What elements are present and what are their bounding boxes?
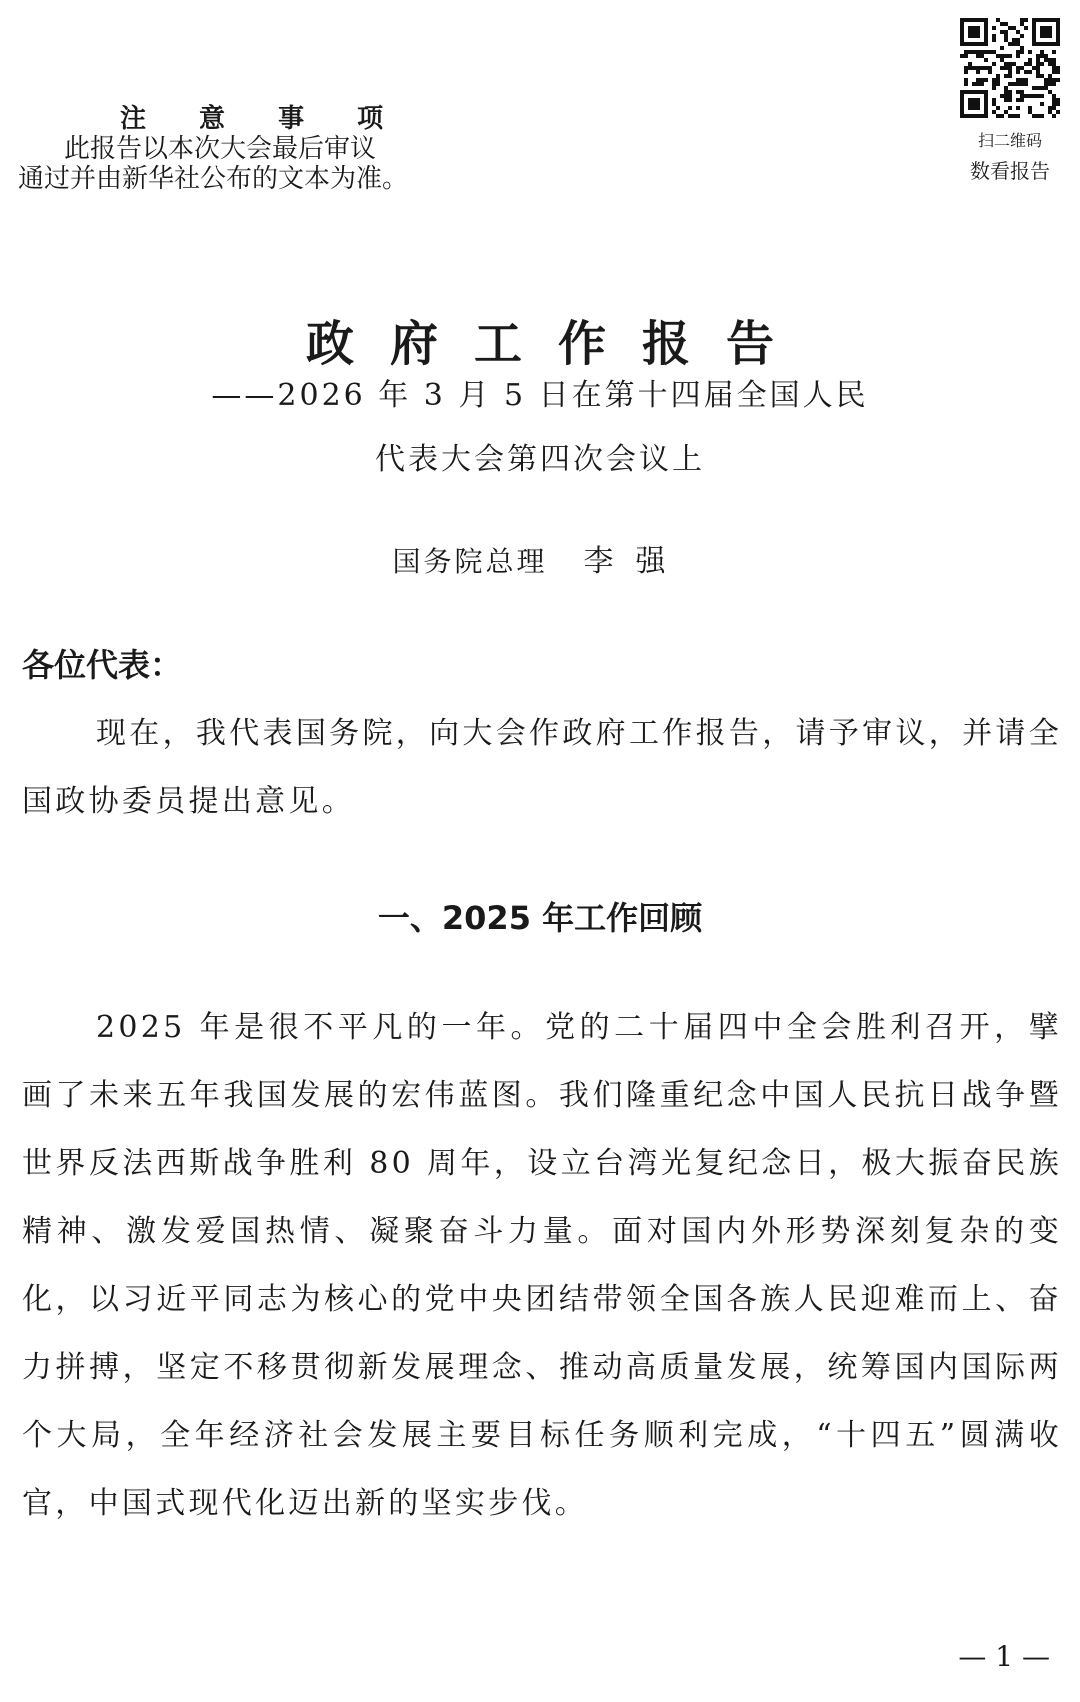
qr-caption-scan: 扫二维码 bbox=[977, 131, 1042, 150]
notice-line-1: 此报告以本次大会最后审议 bbox=[64, 134, 377, 164]
notice-title: 注 意 事 项 bbox=[120, 104, 406, 134]
salutation: 各位代表： bbox=[22, 646, 183, 684]
qr-caption-report: 数看报告 bbox=[970, 159, 1050, 183]
notice-line-2: 通过并由新华社公布的文本为准。 bbox=[18, 164, 409, 194]
document-title: 政府工作报告 bbox=[305, 316, 810, 372]
intro-paragraph: 现在，我代表国务院，向大会作政府工作报告，请予审议，并请全国政协委员提出意见。 bbox=[22, 716, 1062, 819]
section-heading: 一、2025 年工作回顾 bbox=[377, 899, 703, 937]
qr-code-icon[interactable] bbox=[960, 18, 1060, 118]
subtitle-line-1: ——2026 年 3 月 5 日在第十四届全国人民 bbox=[211, 378, 869, 413]
body-paragraph: 2025 年是很不平凡的一年。党的二十届四中全会胜利召开，擘画了未来五年我国发展的宏伟蓝图。我们隆重纪念中国人民抗日战争暨世界反法西斯战争胜利 80 周年，设立台湾光复纪念日，极大振奋民族精神、激发爱国热情、凝聚奋斗力量。面对国内外形势深刻复杂的变化，以习近平同志为核心的党中央团结带领全国各族人民迎难而上、奋力拼搏，坚定不移贯彻新发展理念、推动高质量发展，统筹国内国际两个大局，全年经济社会发展主要目标任务顺利完成，“十四五”圆满收官，中国式现代化迈出新的坚实步伐。 bbox=[22, 1010, 1062, 1521]
speaker-line bbox=[0, 536, 1080, 580]
subtitle-line-2: 代表大会第四次会议上 bbox=[375, 442, 705, 477]
page-number: — 1 — bbox=[958, 1640, 1050, 1673]
qr-code-block[interactable] bbox=[950, 18, 1070, 184]
speaker-role: 国务院总理 bbox=[392, 545, 548, 578]
speaker-name: 李强 bbox=[583, 544, 688, 579]
notice-box bbox=[18, 104, 438, 194]
